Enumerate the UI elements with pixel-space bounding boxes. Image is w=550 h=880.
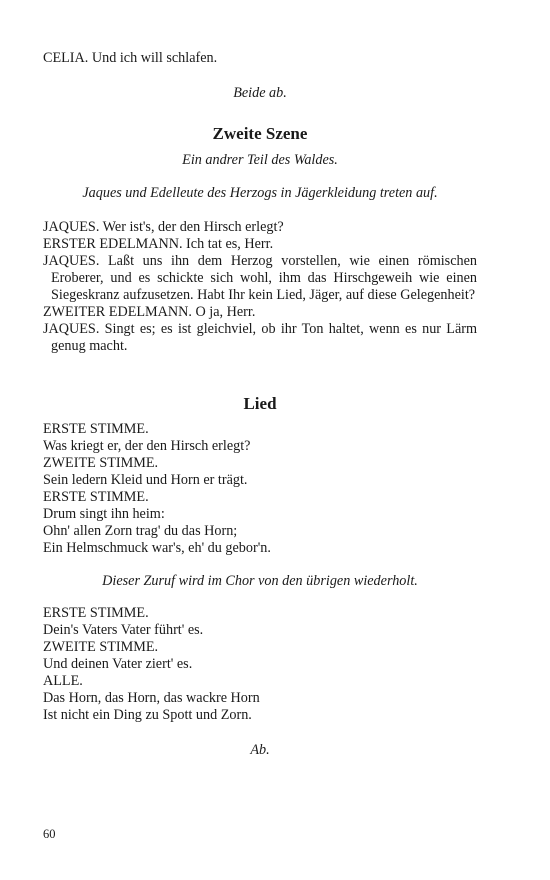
speech-line: CELIA. Und ich will schlafen. [43, 50, 218, 66]
song-line: ERSTE STIMME. [43, 605, 149, 621]
song-line: Und deinen Vater ziert' es. [43, 656, 193, 672]
song-line: Dein's Vaters Vater führt' es. [43, 622, 204, 638]
exit-direction: Ab. [250, 742, 270, 758]
song-title: Lied [243, 394, 277, 413]
song-part-1 [43, 421, 477, 557]
dialogue-line: JAQUES. Wer ist's, der den Hirsch erlegt? [43, 219, 284, 235]
song-line: Drum singt ihn heim: [43, 506, 165, 522]
song-line: Ohn' allen Zorn trag' du das Horn; [43, 523, 238, 539]
song-part-2 [43, 605, 477, 724]
scene-title: Zweite Szene [212, 124, 308, 143]
song-line: ALLE. [43, 673, 83, 689]
celia-line [43, 50, 477, 67]
song-line: Das Horn, das Horn, das wackre Horn [43, 690, 260, 706]
dialogue-line: JAQUES. Singt es; es ist gleichviel, ob ihr Ton haltet, wenn es nur Lärm genug macht. [43, 321, 477, 354]
song-line: Sein ledern Kleid und Horn er trägt. [43, 472, 248, 488]
scene-location: Ein andrer Teil des Waldes. [182, 152, 338, 168]
song-line: ERSTE STIMME. [43, 489, 149, 505]
song-line: Was kriegt er, der den Hirsch erlegt? [43, 438, 251, 454]
exit-direction-both: Beide ab. [233, 85, 287, 101]
stage-direction: Jaques und Edelleute des Herzogs in Jägerkleidung treten auf. [82, 185, 438, 201]
dialogue-line: JAQUES. Laßt uns ihn dem Herzog vorstellen, wie einen römischen Eroberer, und es schickte sich wohl, ihm das Hirschgeweih wie einen Siegeskranz aufzusetzen. Habt Ihr kein Lied, Jäger, auf diese Gelegenheit? [43, 253, 477, 303]
dialogue-line: ERSTER EDELMANN. Ich tat es, Herr. [43, 236, 274, 252]
song-line: Ein Helmschmuck war's, eh' du gebor'n. [43, 540, 271, 556]
dialogue-line: ZWEITER EDELMANN. O ja, Herr. [43, 304, 256, 320]
song-line: Ist nicht ein Ding zu Spott und Zorn. [43, 707, 252, 723]
song-line: ZWEITE STIMME. [43, 639, 159, 655]
song-line: ZWEITE STIMME. [43, 455, 159, 471]
page-number: 60 [43, 827, 56, 841]
song-line: ERSTE STIMME. [43, 421, 149, 437]
dialogue-block [43, 219, 477, 355]
chorus-direction: Dieser Zuruf wird im Chor von den übrigen wiederholt. [102, 573, 418, 589]
